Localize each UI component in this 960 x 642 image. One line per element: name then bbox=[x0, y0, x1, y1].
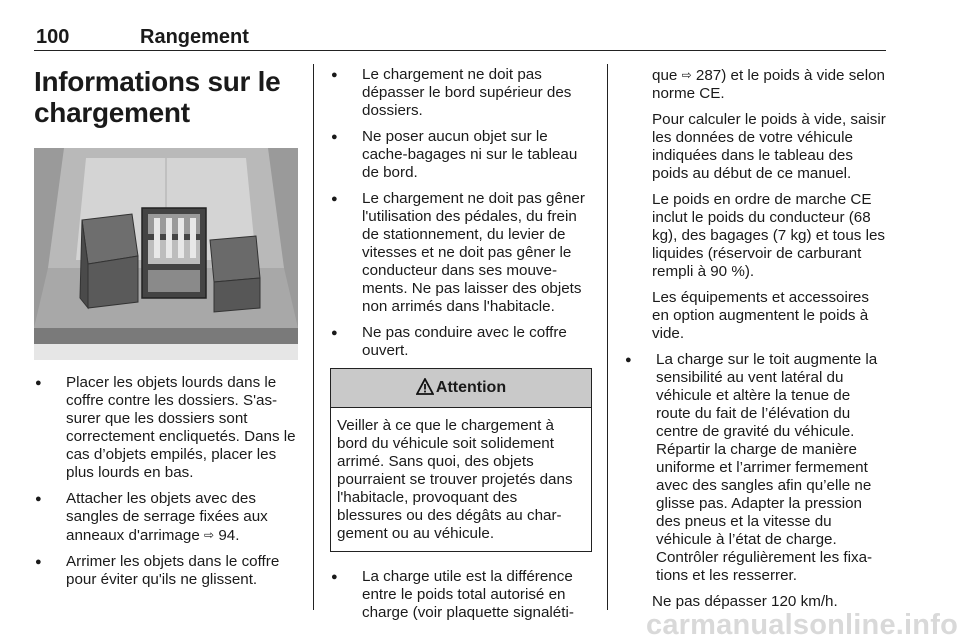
list-item: ● Ne poser aucun objet sur le cache-bagages ni sur le tableau de bord. bbox=[330, 128, 592, 182]
list-item: ● Le chargement ne doit pas dépasser le bord supérieur des dossiers. bbox=[330, 66, 592, 120]
watermark: carmanualsonline.info bbox=[646, 609, 958, 641]
trunk-loading-illustration bbox=[34, 148, 298, 360]
attention-title: Attention bbox=[435, 379, 507, 396]
continuation-paragraph: que ⇨ 287) et le poids à vide selon norme CE. bbox=[652, 67, 885, 102]
section-title: Rangement bbox=[140, 26, 249, 48]
paragraph: Pour calculer le poids à vide, saisir les données de votre véhicule indiquées dans le tableau des poids au début de ce manuel. bbox=[652, 111, 886, 182]
loading-tips-list bbox=[34, 374, 298, 589]
page-header bbox=[34, 22, 886, 51]
list-item: ● Attacher les objets avec des sangles de serrage fixées aux anneaux d'arrimage ⇨ 94. bbox=[34, 490, 298, 545]
column-divider bbox=[607, 64, 608, 610]
attention-box bbox=[330, 368, 592, 552]
paragraph: Le poids en ordre de marche CE inclut le poids du conducteur (68 kg), des bagages (7 kg) et tous les liquides (réservoir de carburant rempli à 90 %). bbox=[652, 191, 886, 280]
page-number: 100 bbox=[36, 26, 70, 48]
column-3 bbox=[624, 66, 886, 619]
list-item: ● Ne pas conduire avec le coffre ouvert. bbox=[330, 324, 592, 360]
paragraph: Les équipements et accessoires en option augmentent le poids à vide. bbox=[652, 289, 869, 342]
column-2 bbox=[330, 66, 592, 630]
payload-list bbox=[330, 568, 592, 622]
roof-load-list bbox=[624, 351, 886, 585]
attention-text: Veiller à ce que le chargement à bord du véhicule soit solidement arrimé. Sans quoi, des objets pourraient se trouver projetés dans l'habitacle, provoquant des blessures ou des dégâts au char-gement ou au véhicule. bbox=[337, 417, 573, 542]
list-item: ● La charge utile est la différence entre le poids total autorisé en charge (voir plaquette signaléti- bbox=[330, 568, 592, 622]
column-divider bbox=[313, 64, 314, 610]
list-item: ● La charge sur le toit augmente la sensibilité au vent latéral du véhicule et altère la tenue de route du fait de l’élévation du centre de gravité du véhicule. Répartir la charge de manière uniforme et l’arrimer fermement avec des sangles afin qu’elle ne glisse pas. Adapter la pression des pneus et la vitesse du véhicule à l’état de charge. Contrôler régulièrement les fixa-tions et les resserrer. bbox=[624, 351, 886, 585]
page-reference: 94. bbox=[218, 527, 240, 544]
loading-rules-list bbox=[330, 66, 592, 360]
attention-header bbox=[331, 369, 591, 408]
page-reference-arrow-icon: ⇨ bbox=[681, 68, 692, 82]
page-title: Informations sur le chargement bbox=[34, 66, 281, 128]
paragraph: Ne pas dépasser 120 km/h. bbox=[652, 593, 838, 610]
list-item: ● Arrimer les objets dans le coffre pour éviter qu'ils ne glissent. bbox=[34, 553, 298, 589]
warning-triangle-icon bbox=[416, 378, 434, 395]
list-item: ● Le chargement ne doit pas gêner l'utilisation des pédales, du frein de stationnement, du levier de vitesses et ne doit pas gêner le conducteur dans ses mouve-ments. Ne pas laisser des objets non arrimés dans l'habitacle. bbox=[330, 190, 592, 316]
page-reference-arrow-icon: ⇨ bbox=[204, 528, 215, 542]
column-1 bbox=[34, 66, 298, 597]
list-item: ● Placer les objets lourds dans le coffre contre les dossiers. S'as-surer que les dossiers sont correctement encliquetés. Dans le cas d’objets empilés, placer les plus lourds en bas. bbox=[34, 374, 298, 482]
